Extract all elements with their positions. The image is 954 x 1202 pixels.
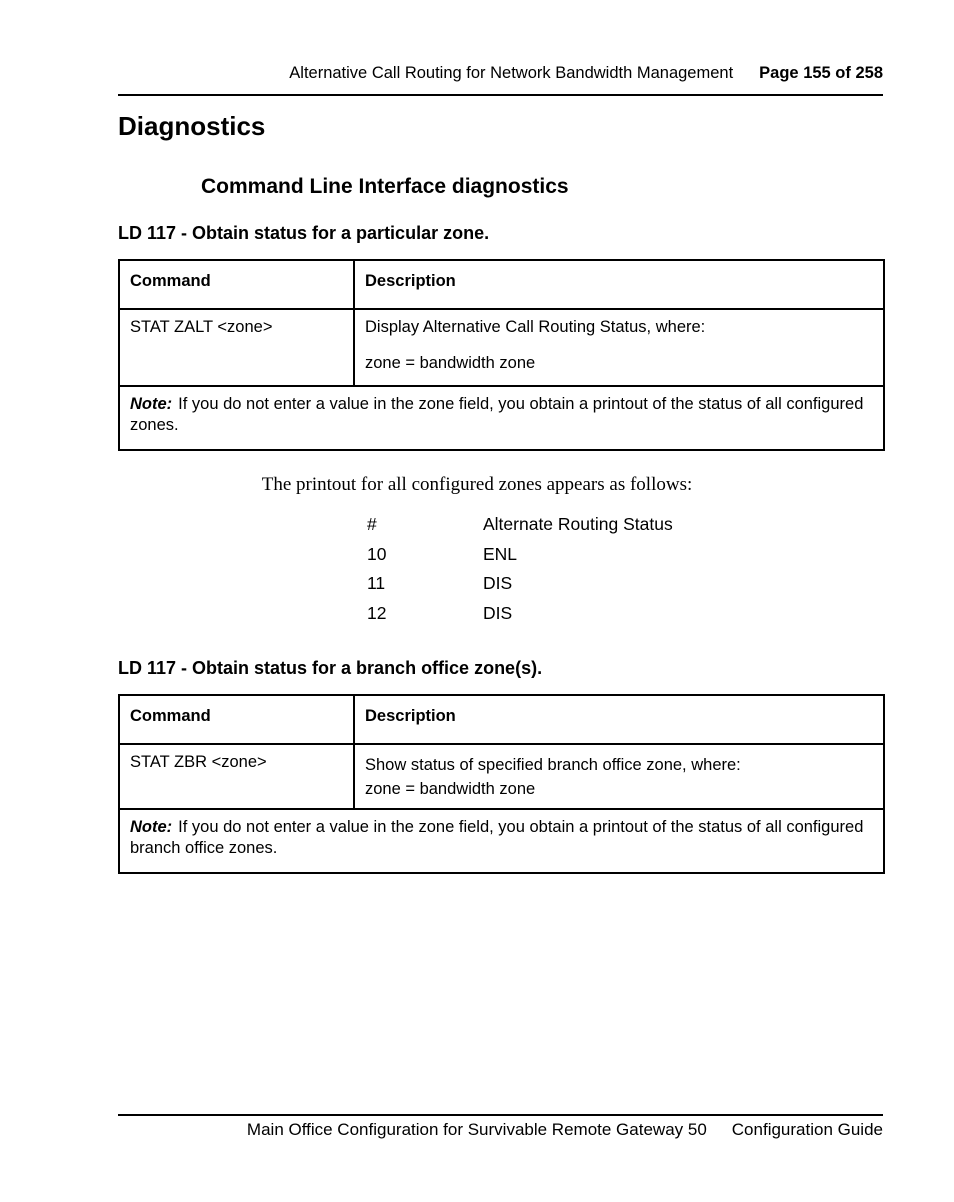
zone-number: 11 xyxy=(367,573,386,594)
subheading-cli-diagnostics: Command Line Interface diagnostics xyxy=(201,175,569,198)
column-header-command: Command xyxy=(119,260,354,309)
page-footer xyxy=(118,1114,883,1140)
table-header-row xyxy=(119,260,884,309)
description-line: zone = bandwidth zone xyxy=(365,780,536,798)
description-line: zone = bandwidth zone xyxy=(365,354,536,372)
heading-diagnostics: Diagnostics xyxy=(118,111,266,141)
section-title-branch-zone-status: LD 117 - Obtain status for a branch office zone(s). xyxy=(118,658,543,678)
note-text: If you do not enter a value in the zone field, you obtain a printout of the status of all configured branch office zones. xyxy=(130,818,864,857)
note-label: Note: xyxy=(130,395,173,413)
table-row xyxy=(119,744,884,809)
note-text: If you do not enter a value in the zone field, you obtain a printout of the status of all configured zones. xyxy=(130,395,864,434)
zone-status: DIS xyxy=(483,573,513,594)
printout-header-zone: # xyxy=(367,514,377,534)
section-title-zone-status: LD 117 - Obtain status for a particular zone. xyxy=(118,223,490,243)
footer-doc-type: Configuration Guide xyxy=(731,1120,883,1139)
command-cell: STAT ZBR <zone> xyxy=(119,744,354,809)
zone-status: DIS xyxy=(483,602,513,623)
column-header-description: Description xyxy=(354,695,884,744)
command-table-zone-status xyxy=(118,259,885,451)
zone-number: 10 xyxy=(367,543,387,564)
description-cell xyxy=(354,309,884,386)
footer-title: Main Office Configuration for Survivable Remote Gateway 50 xyxy=(246,1120,707,1139)
zone-status-printout xyxy=(367,514,673,632)
table-row xyxy=(119,309,884,386)
description-line: Display Alternative Call Routing Status, where: xyxy=(365,318,706,336)
note-cell xyxy=(119,809,884,873)
column-header-description: Description xyxy=(354,260,884,309)
page-number: Page 155 of 258 xyxy=(759,64,883,82)
note-row xyxy=(119,809,884,873)
note-cell xyxy=(119,386,884,450)
header-title: Alternative Call Routing for Network Bandwidth Management xyxy=(289,64,734,82)
list-item xyxy=(367,603,673,633)
printout-intro: The printout for all configured zones appears as follows: xyxy=(261,474,693,495)
zone-number: 12 xyxy=(367,602,387,623)
note-row xyxy=(119,386,884,450)
command-cell: STAT ZALT <zone> xyxy=(119,309,354,386)
column-header-command: Command xyxy=(119,695,354,744)
note-label: Note: xyxy=(130,818,173,836)
description-line: Show status of specified branch office zone, where: xyxy=(365,756,741,774)
list-item xyxy=(367,573,673,603)
description-cell xyxy=(354,744,884,809)
printout-header-row xyxy=(367,514,673,544)
printout-header-status: Alternate Routing Status xyxy=(483,514,673,534)
list-item xyxy=(367,544,673,574)
command-table-branch-zone-status xyxy=(118,694,885,874)
page-header xyxy=(118,64,883,96)
zone-status: ENL xyxy=(483,543,518,564)
table-header-row xyxy=(119,695,884,744)
